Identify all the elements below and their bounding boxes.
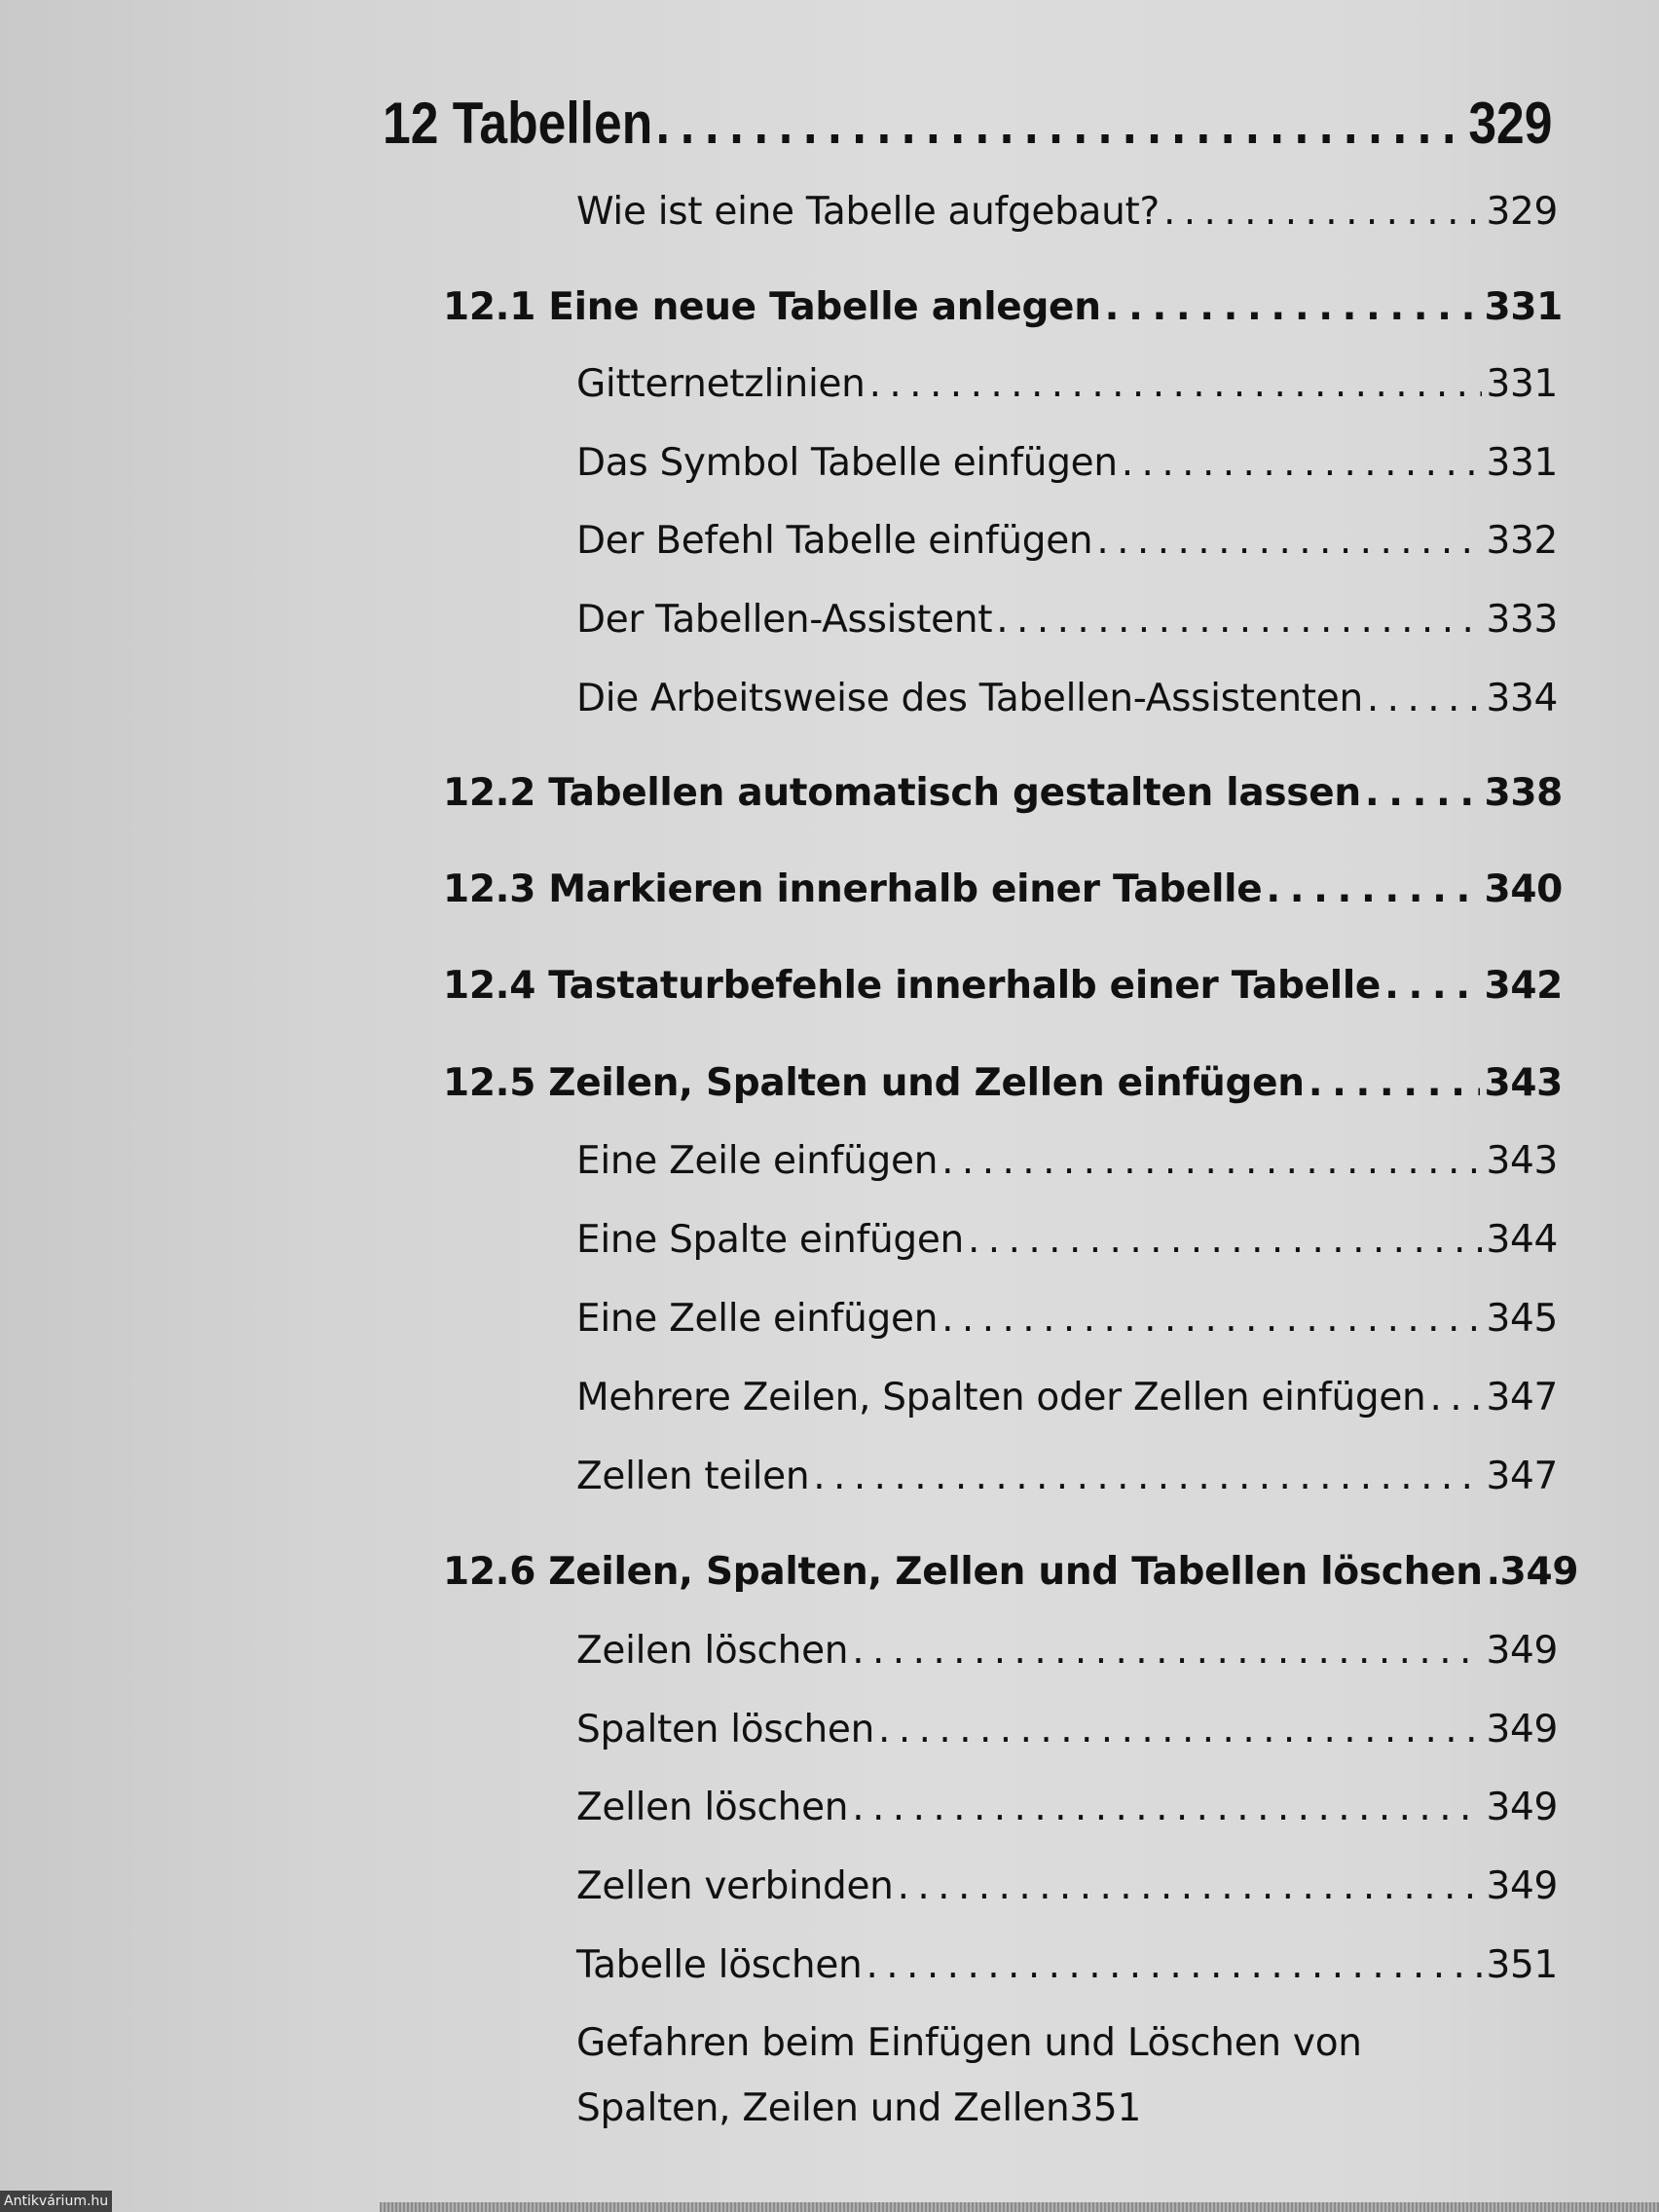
- dot-leader: [878, 1708, 1482, 1751]
- dot-leader: [968, 1218, 1482, 1262]
- toc-entry: [576, 519, 1558, 563]
- toc-entry: [576, 1139, 1558, 1183]
- toc-chapter: [383, 90, 1552, 157]
- toc-entry-title: Zeilen löschen: [576, 1629, 849, 1673]
- toc-entry-page: 347: [1486, 1455, 1558, 1498]
- toc-entry-page: 331: [1486, 441, 1558, 485]
- toc-entry-title: Gitternetzlinien: [576, 362, 866, 406]
- page-edge-band: [380, 2202, 1659, 2212]
- dot-leader: [1309, 1061, 1481, 1105]
- toc-section: [443, 771, 1563, 815]
- dot-leader: [1365, 771, 1481, 815]
- toc-entry-title: Zellen verbinden: [576, 1864, 894, 1908]
- dot-leader: [1429, 1376, 1482, 1419]
- toc-entry: [576, 1629, 1558, 1673]
- toc-section: [443, 964, 1563, 1008]
- toc-entry-title: Zellen löschen: [576, 1786, 849, 1829]
- toc-entry-line2: [576, 2086, 1558, 2130]
- toc-entry-page: 347: [1486, 1376, 1558, 1419]
- toc-entry: [576, 677, 1558, 720]
- dot-leader: [941, 1139, 1482, 1183]
- toc-entry-title: Das Symbol Tabelle einfügen: [576, 441, 1118, 485]
- toc-entry: [576, 1297, 1558, 1341]
- toc-section-page: 331: [1484, 285, 1563, 329]
- toc-section: [443, 1550, 1579, 1594]
- toc-section: [443, 285, 1563, 329]
- toc-section-page: 343: [1484, 1061, 1563, 1105]
- toc-entry-page: 349: [1486, 1786, 1558, 1829]
- toc-entry-page: 349: [1486, 1708, 1558, 1751]
- dot-leader: [1384, 964, 1480, 1008]
- toc-section-title: 12.5 Zeilen, Spalten und Zellen einfügen: [443, 1061, 1305, 1105]
- toc-entry-page: 351: [1486, 1943, 1558, 1987]
- dot-leader: [1096, 519, 1482, 563]
- toc-entry-title: Die Arbeitsweise des Tabellen-Assistenten: [576, 677, 1363, 720]
- toc-section-page: 340: [1484, 867, 1563, 911]
- dot-leader: [852, 1629, 1482, 1673]
- dot-leader: [869, 362, 1483, 406]
- toc-entry: [576, 1786, 1558, 1829]
- toc-entry-title-line1: Gefahren beim Einfügen und Löschen von: [576, 2021, 1362, 2065]
- toc-entry: [576, 598, 1558, 642]
- toc-chapter-page: 329: [1468, 91, 1553, 156]
- toc-section-title: 12.1 Eine neue Tabelle anlegen: [443, 285, 1101, 329]
- toc-entry: [576, 1708, 1558, 1751]
- toc-entry-page: 351: [1069, 2086, 1141, 2130]
- toc-entry-title: Tabelle löschen: [576, 1943, 863, 1987]
- toc-entry-page: 329: [1486, 190, 1558, 234]
- dot-leader: [852, 1786, 1482, 1829]
- dot-leader: [1367, 677, 1483, 720]
- toc-section: [443, 1061, 1563, 1105]
- dot-leader: [1105, 285, 1481, 329]
- watermark: Antikvárium.hu: [0, 2191, 112, 2212]
- dot-leader: [996, 598, 1482, 642]
- toc-entry: [576, 1376, 1558, 1419]
- toc-entry-multiline: [576, 2021, 1558, 2130]
- toc-section-page: 342: [1484, 964, 1563, 1008]
- toc-section-page: 338: [1484, 771, 1563, 815]
- dot-leader: [1266, 867, 1480, 911]
- dot-leader: [866, 1943, 1482, 1987]
- toc-entry: [576, 1864, 1558, 1908]
- toc-entry-page: 334: [1486, 677, 1558, 720]
- toc-section-title: 12.6 Zeilen, Spalten, Zellen und Tabellen löschen: [443, 1550, 1483, 1594]
- toc-entry: [576, 190, 1558, 234]
- toc-entry-title: Spalten löschen: [576, 1708, 875, 1751]
- dot-leader: [1487, 1550, 1496, 1594]
- dot-leader: [656, 90, 1465, 157]
- toc-entry: [576, 441, 1558, 485]
- toc-entry-title: Mehrere Zeilen, Spalten oder Zellen einfügen: [576, 1376, 1426, 1419]
- dot-leader: [941, 1297, 1482, 1341]
- toc-entry-page: 332: [1486, 519, 1558, 563]
- toc-entry-page: 333: [1486, 598, 1558, 642]
- toc-entry: [576, 1218, 1558, 1262]
- toc-section-page: 349: [1499, 1550, 1579, 1594]
- toc-entry-page: 343: [1486, 1139, 1558, 1183]
- toc-section-title: 12.3 Markieren innerhalb einer Tabelle: [443, 867, 1263, 911]
- dot-leader: [1122, 441, 1483, 485]
- toc-entry-page: 349: [1486, 1864, 1558, 1908]
- toc-entry-title: Eine Zelle einfügen: [576, 1297, 939, 1341]
- toc-entry-page: 344: [1486, 1218, 1558, 1262]
- toc-entry: [576, 1943, 1558, 1987]
- toc-entry-title: Der Tabellen-Assistent: [576, 598, 993, 642]
- toc-chapter-title: 12 Tabellen: [383, 91, 653, 156]
- toc-entry-page: 349: [1486, 1629, 1558, 1673]
- dot-leader: [898, 1864, 1483, 1908]
- toc-entry-title: Eine Spalte einfügen: [576, 1218, 964, 1262]
- toc-entry-title-line2: Spalten, Zeilen und Zellen: [576, 2086, 1070, 2130]
- toc-section: [443, 867, 1563, 911]
- toc-entry: [576, 1455, 1558, 1498]
- dot-leader: [1163, 190, 1483, 234]
- toc-entry-title: Zellen teilen: [576, 1455, 810, 1498]
- toc-entry-title: Eine Zeile einfügen: [576, 1139, 939, 1183]
- toc-section-title: 12.2 Tabellen automatisch gestalten lassen: [443, 771, 1361, 815]
- toc-section-title: 12.4 Tastaturbefehle innerhalb einer Tabelle: [443, 964, 1382, 1008]
- toc-entry: [576, 362, 1558, 406]
- dot-leader: [813, 1455, 1482, 1498]
- toc-entry-page: 345: [1486, 1297, 1558, 1341]
- toc-entry-page: 331: [1486, 362, 1558, 406]
- toc-entry-title: Wie ist eine Tabelle aufgebaut?: [576, 190, 1160, 234]
- toc-entry-title: Der Befehl Tabelle einfügen: [576, 519, 1093, 563]
